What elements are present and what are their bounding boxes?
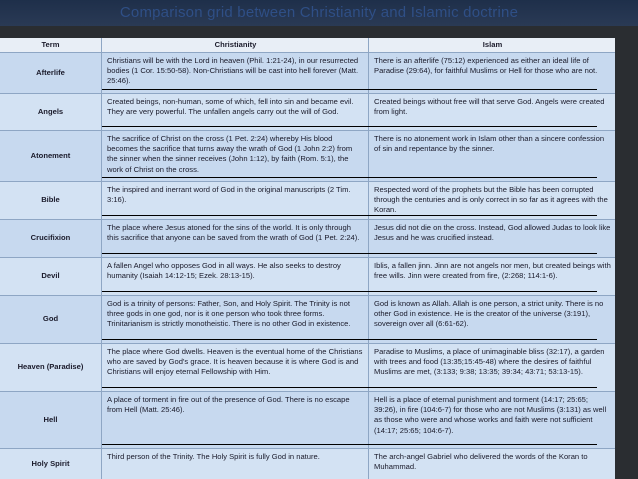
row-term: Hell — [0, 392, 102, 448]
row-divider — [102, 177, 597, 178]
page-title: Comparison grid between Christianity and Islamic doctrine — [119, 4, 519, 21]
row-islam: Jesus did not die on the cross. Instead, God allowed Judas to look like Jesus and he was crucified instead. — [374, 223, 611, 243]
row-christianity: Third person of the Trinity. The Holy Spirit is fully God in nature. — [103, 449, 369, 479]
row-islam: Paradise to Muslims, a place of unimaginable bliss (32:17), a garden with trees and food (13:35;15:45-48) where the desires of faithful Muslims are met, (3:133; 9:38; 13:35; 39:34; 43:71; 53:13-15). — [374, 347, 605, 377]
table-row — [0, 94, 615, 131]
row-divider — [102, 444, 597, 445]
row-islam: There is no atonement work in Islam other than a sincere confession of sin and repentance by the sinner. — [374, 134, 605, 154]
table-row — [0, 449, 615, 479]
row-islam: Hell is a place of eternal punishment and torment (14:17; 25:65; 39:26), in fire (104:6-7) for those who are not Muslims (3:131) as well as those who were and whose works and faith were not sufficient (14:17; 25:65; 104:6-7). — [374, 395, 607, 435]
row-christianity: God is a trinity of persons: Father, Son, and Holy Spirit. The Trinity is not three gods in one god, nor is it one person who took three forms. Trinitarianism is strictly monotheistic. There is no other God in existence. — [103, 296, 369, 343]
row-term: Holy Spirit — [0, 449, 102, 479]
row-term: God — [0, 296, 102, 343]
row-christianity: The place where God dwells. Heaven is the eventual home of the Christians who are saved by God's grace. It is heaven because it is where God is and Christians will enjoy eternal Fellowship with Him. — [103, 344, 369, 391]
row-islam: God is known as Allah. Allah is one person, a strict unity. There is no other God in existence. He is the creator of the universe (3:191), sovereign over all (6:61-62). — [374, 299, 604, 329]
row-divider — [102, 291, 597, 292]
table-row — [0, 220, 615, 258]
row-christianity: The sacrifice of Christ on the cross (1 Pet. 2:24) whereby His blood becomes the sacrifice that turns away the wrath of God (1 John 2:2) from the sinner when the sinner receives (John 1:12), by faith (Rom. 5:1), the work of Christ on the cross. — [103, 131, 369, 181]
row-divider — [102, 89, 597, 90]
row-divider — [102, 215, 597, 216]
table-row — [0, 131, 615, 182]
row-term: Bible — [0, 182, 102, 219]
row-islam: The arch-angel Gabriel who delivered the words of the Koran to Muhammad. — [374, 452, 588, 472]
header-christianity: Christianity — [103, 38, 369, 52]
row-divider — [102, 126, 597, 127]
row-divider — [102, 339, 597, 340]
row-term: Heaven (Paradise) — [0, 344, 102, 391]
row-islam: Created beings without free will that serve God. Angels were created from light. — [374, 97, 605, 117]
row-christianity: Created beings, non-human, some of which, fell into sin and became evil. They are very powerful. The unfallen angels carry out the will of God. — [103, 94, 369, 130]
row-term: Atonement — [0, 131, 102, 181]
row-term: Afterlife — [0, 53, 102, 93]
row-christianity: The inspired and inerrant word of God in the original manuscripts (2 Tim. 3:16). — [103, 182, 369, 219]
row-christianity: Christians will be with the Lord in heaven (Phil. 1:21-24), in our resurrected bodies (1 Cor. 15:50-58). Non-Christians will be cast into hell forever (Matt. 25:46). — [103, 53, 369, 93]
row-term: Angels — [0, 94, 102, 130]
row-christianity: A fallen Angel who opposes God in all ways. He also seeks to destroy humanity (Isaiah 14:12-15; Ezek. 28:13-15). — [103, 258, 369, 295]
row-term: Devil — [0, 258, 102, 295]
row-islam: There is an afterlife (75:12) experienced as either an ideal life of Paradise (29:64), for faithful Muslims or Hell for those who are not. — [374, 56, 598, 76]
table-row — [0, 182, 615, 220]
table-row — [0, 296, 615, 344]
right-margin — [615, 38, 638, 479]
table-row — [0, 53, 615, 94]
table-row — [0, 344, 615, 392]
row-islam: Iblis, a fallen jinn. Jinn are not angels nor men, but created beings with free wills. Jinn were created from fire, (2:268; 114:1-6). — [374, 261, 611, 281]
row-divider — [102, 253, 597, 254]
comparison-table — [0, 38, 615, 479]
header-row — [0, 38, 615, 53]
row-islam: Respected word of the prophets but the Bible has been corrupted through the centuries and is only correct in so far as it agrees with the Koran. — [374, 185, 608, 215]
table-row — [0, 258, 615, 296]
row-term: Crucifixion — [0, 220, 102, 257]
table-row — [0, 392, 615, 449]
header-islam: Islam — [482, 39, 503, 49]
row-divider — [102, 387, 597, 388]
header-term: Term — [0, 38, 102, 52]
row-christianity: A place of torment in fire out of the presence of God. There is no escape from Hell (Matt. 25:46). — [103, 392, 369, 448]
row-christianity: The place where Jesus atoned for the sins of the world. It is only through this sacrifice that anyone can be saved from the wrath of God (1 Pet. 2:24). — [103, 220, 369, 257]
